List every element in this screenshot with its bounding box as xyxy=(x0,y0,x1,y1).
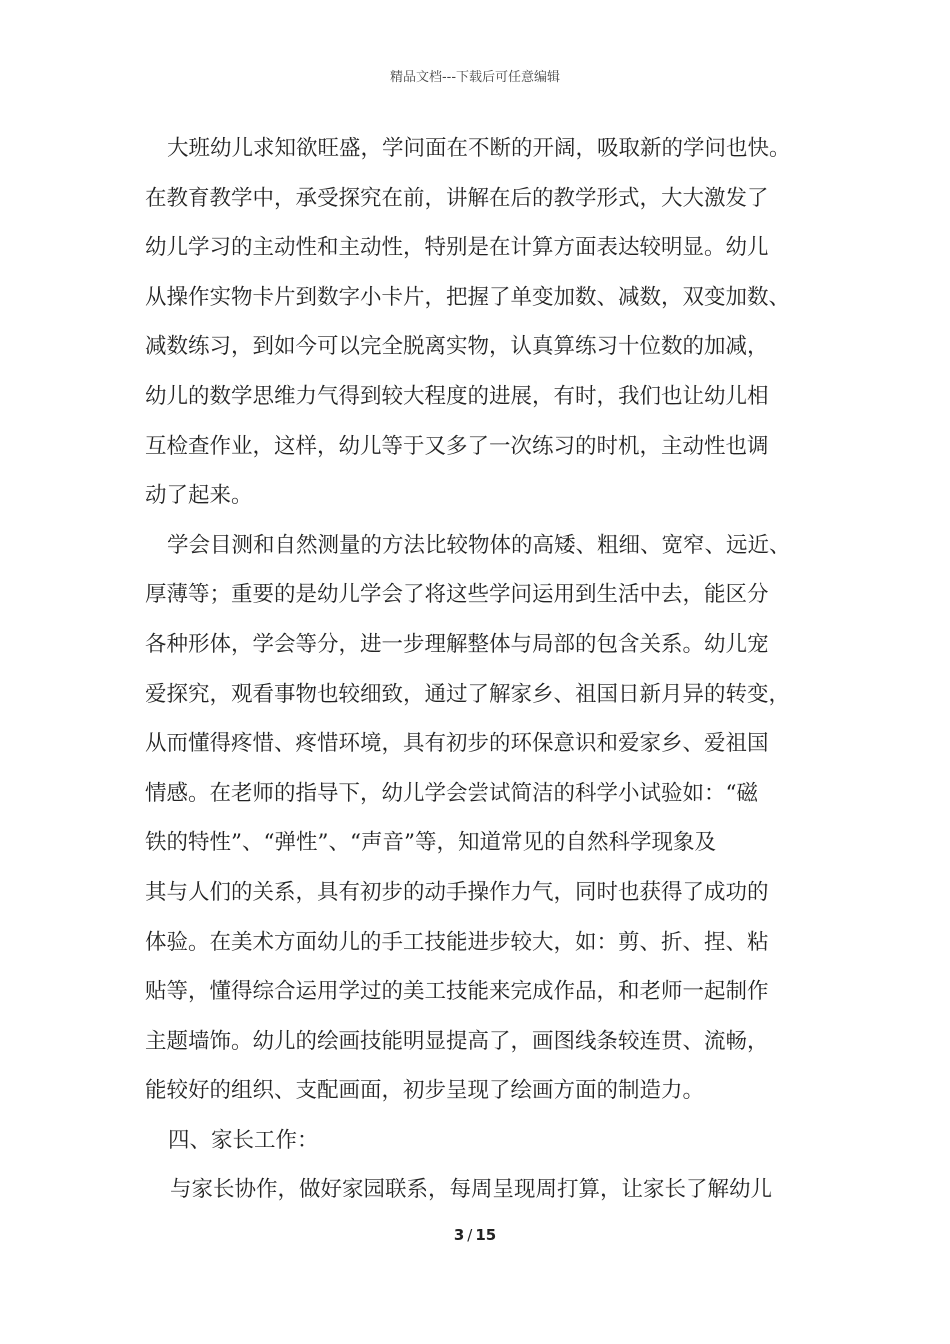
paragraph-line: 减数练习，到如今可以完全脱离实物，认真算练习十位数的加减， xyxy=(145,334,769,360)
paragraph-line: 与家长协作，做好家园联系，每周呈现周打算，让家长了解幼儿 xyxy=(170,1177,773,1203)
paragraph-line: 动了起来。 xyxy=(145,483,253,509)
paragraph-line: 学会目测和自然测量的方法比较物体的高矮、粗细、宽窄、远近、 xyxy=(167,532,791,558)
paragraph-line: 铁的特性”、“弹性”、“声音”等，知道常见的自然科学现象及 xyxy=(145,830,716,856)
paragraph-line: 贴等，懂得综合运用学过的美工技能来完成作品，和老师一起制作 xyxy=(145,979,769,1005)
paragraph-line: 情感。在老师的指导下，幼儿学会尝试简洁的科学小试验如：“磁 xyxy=(145,780,758,806)
total-pages-number: 15 xyxy=(475,1226,497,1244)
page-header: 精品文档---下载后可任意编辑 xyxy=(389,70,561,85)
paragraph-line: 厚薄等；重要的是幼儿学会了将这些学问运用到生活中去，能区分 xyxy=(145,582,769,608)
section-heading: 四、家长工作： xyxy=(168,1127,319,1153)
paragraph-line: 爱探究，观看事物也较细致，通过了解家乡、祖国日新月异的转变， xyxy=(145,681,791,707)
paragraph-line: 幼儿的数学思维力气得到较大程度的进展，有时，我们也让幼儿相 xyxy=(145,383,769,409)
paragraph-line: 各种形体，学会等分，进一步理解整体与局部的包含关系。幼儿宠 xyxy=(145,631,769,657)
paragraph-line: 从操作实物卡片到数字小卡片，把握了单变加数、减数，双变加数、 xyxy=(145,284,791,310)
paragraph-line: 能较好的组织、支配画面，初步呈现了绘画方面的制造力。 xyxy=(145,1078,705,1104)
paragraph-line: 大班幼儿求知欲旺盛，学问面在不断的开阔，吸取新的学问也快。 xyxy=(167,136,791,161)
paragraph-line: 在教育教学中，承受探究在前，讲解在后的教学形式，大大激发了 xyxy=(145,185,769,211)
paragraph-line: 体验。在美术方面幼儿的手工技能进步较大，如：剪、折、捏、粘 xyxy=(145,929,769,955)
page-separator: / xyxy=(467,1226,473,1244)
current-page-number: 3 xyxy=(453,1226,465,1244)
paragraph-line: 主题墙饰。幼儿的绘画技能明显提高了，画图线条较连贯、流畅， xyxy=(145,1028,769,1054)
paragraph-line: 从而懂得疼惜、疼惜环境，具有初步的环保意识和爱家乡、爱祖国 xyxy=(145,731,769,757)
page-number xyxy=(0,1226,950,1244)
paragraph-line: 其与人们的关系，具有初步的动手操作力气，同时也获得了成功的 xyxy=(145,879,769,905)
paragraph-line: 幼儿学习的主动性和主动性，特别是在计算方面表达较明显。幼儿 xyxy=(145,235,769,261)
paragraph-line: 互检查作业，这样，幼儿等于又多了一次练习的时机，主动性也调 xyxy=(145,433,769,459)
document-body xyxy=(145,124,835,1215)
